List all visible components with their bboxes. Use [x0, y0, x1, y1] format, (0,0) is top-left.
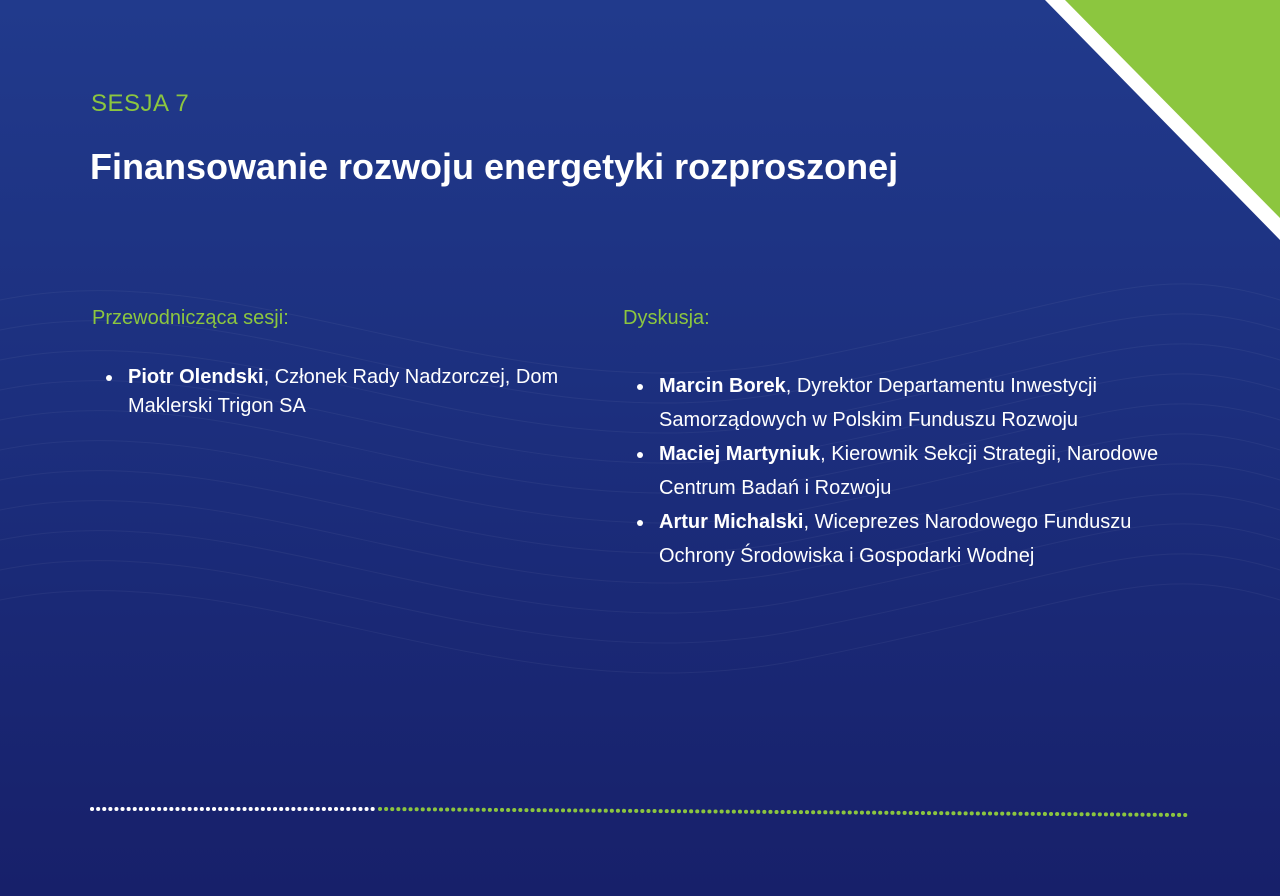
- session-label: SESJA 7: [91, 90, 190, 117]
- person-name: Marcin Borek: [659, 375, 786, 397]
- list-item: [623, 369, 1193, 437]
- chair-heading: Przewodnicząca sesji:: [92, 307, 289, 329]
- person-name: Piotr Olendski: [128, 366, 264, 388]
- dotted-divider: [90, 800, 1190, 820]
- person-role: , Dyrektor Departamentu Inwestycji Samorządowych w Polskim Funduszu Rozwoju: [659, 375, 1097, 431]
- list-item: [623, 505, 1193, 573]
- person-name: Maciej Martyniuk: [659, 443, 821, 465]
- person-role: , Wiceprezes Narodowego Funduszu Ochrony Środowiska i Gospodarki Wodnej: [659, 511, 1132, 567]
- discussion-list: [623, 369, 1193, 573]
- discussion-heading: Dyskusja:: [623, 307, 710, 329]
- list-item: [623, 437, 1193, 505]
- session-title: Finansowanie rozwoju energetyki rozproszonej: [90, 146, 899, 187]
- person-role: , Kierownik Sekcji Strategii, Narodowe Centrum Badań i Rozwoju: [659, 443, 1159, 499]
- chair-list: [92, 363, 602, 421]
- person-role: , Członek Rady Nadzorczej, Dom Maklerski Trigon SA: [128, 366, 559, 417]
- corner-decoration: [1045, 0, 1280, 240]
- list-item: [92, 363, 602, 421]
- person-name: Artur Michalski: [659, 511, 804, 533]
